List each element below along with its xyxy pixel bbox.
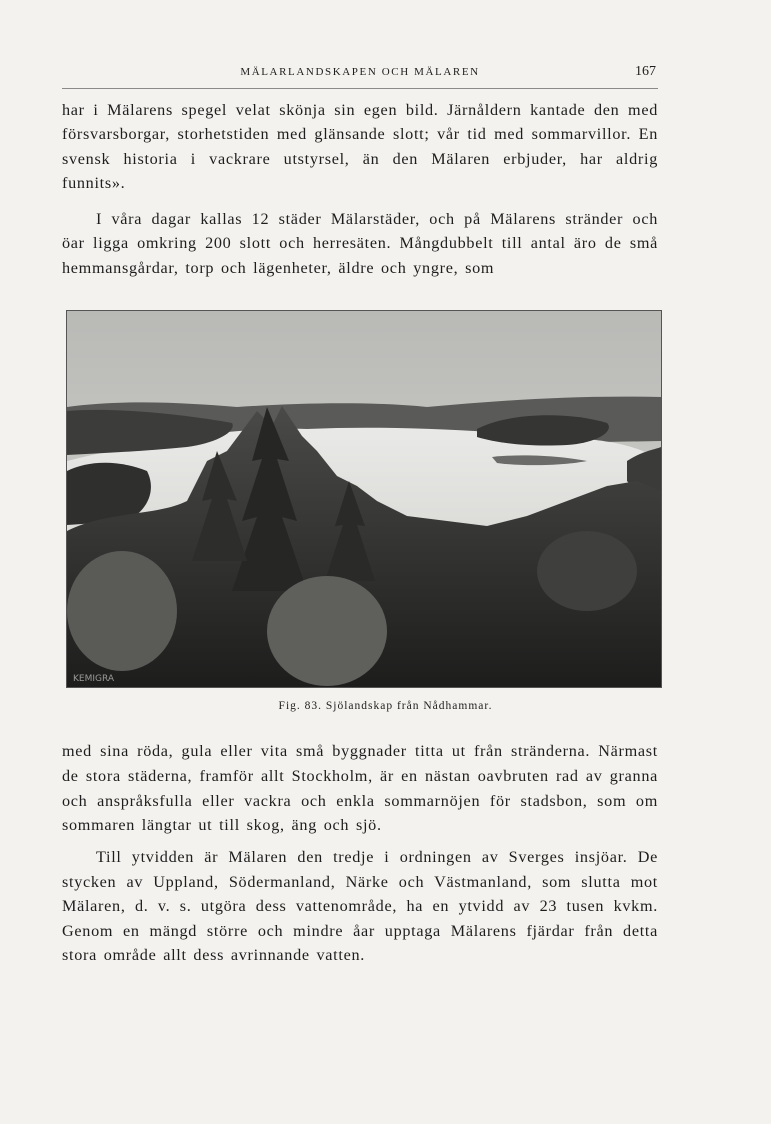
figure-caption: Fig. 83. Sjölandskap från Nådhammar.	[278, 700, 493, 712]
running-title: MÄLARLANDSKAPEN OCH MÄLAREN	[240, 66, 480, 78]
photo-illustration	[67, 311, 661, 687]
running-header	[62, 66, 658, 89]
paragraph-2: I våra dagar kallas 12 städer Mälarstäder, och på Mälarens stränder och öar ligga omkring 200 slott och herresäten. Mångdubbelt till antal äro de små hemmansgårdar, torp och lägenheter, äldre och yngre, som	[62, 210, 658, 277]
paragraph-1: har i Mälarens spegel velat skönja sin egen bild. Järnåldern kantade den med försvarsborgar, storhetstiden med glänsande slott; vår tid med sommarvillor. En svensk historia i vackrare utstyrsel, än den Mälaren erbjuder, har aldrig funnits».	[62, 101, 658, 192]
paragraph-3: med sina röda, gula eller vita små byggnader titta ut från stränderna. Närmast de stora städerna, framför allt Stockholm, är en nästan oavbruten rad av granna och anspråksfulla eller vackra och enkla sommarnöjen för stadsbon, som om sommaren längtar ut till skog, äng och sjö.	[62, 742, 658, 835]
paragraph-4: Till ytvidden är Mälaren den tredje i ordningen av Sverges insjöar. De stycken av Uppland, Södermanland, Närke och Västmanland, som slutta mot Mälaren, d. v. s. utgöra dess vattenområde, ha en ytvidd av 23 tusen kvkm. Genom en mängd större och mindre åar upptaga Mälarens fjärdar från detta stora område allt dess avrinnande vatten.	[62, 848, 658, 965]
lake-landscape-photo	[66, 310, 662, 688]
photo-stamp: KEMIGRA	[73, 674, 115, 684]
page-number: 167	[635, 64, 656, 79]
